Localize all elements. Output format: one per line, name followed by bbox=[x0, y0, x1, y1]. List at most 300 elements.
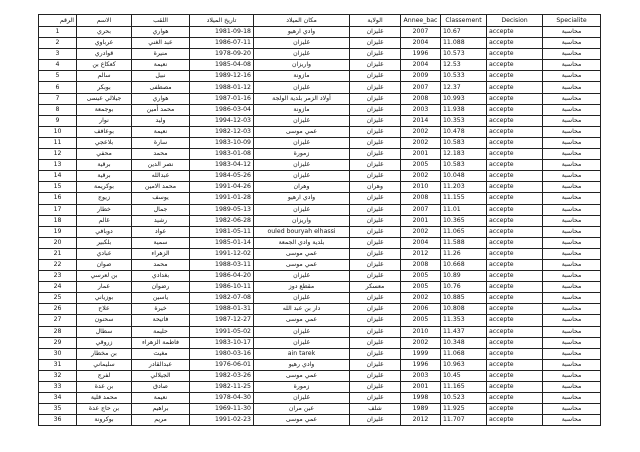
cell-birth-date: 1991-04-26 bbox=[190, 182, 254, 193]
cell-birth-place: مازونة bbox=[254, 104, 350, 115]
cell-specialite: محاسبة bbox=[543, 259, 601, 270]
cell-row-number: 30 bbox=[39, 348, 77, 359]
table-row bbox=[39, 370, 601, 381]
cell-birth-date: 1991-05-02 bbox=[190, 326, 254, 337]
cell-birth-date: 1982-03-26 bbox=[190, 370, 254, 381]
cell-birth-date: 1991-01-28 bbox=[190, 193, 254, 204]
cell-specialite: محاسبة bbox=[543, 293, 601, 304]
cell-last-name: عبدالقادر bbox=[132, 359, 190, 370]
cell-birth-date: 1986-04-20 bbox=[190, 271, 254, 282]
table-row bbox=[39, 282, 601, 293]
cell-row-number: 2 bbox=[39, 38, 77, 49]
results-table bbox=[38, 14, 601, 426]
cell-birth-date: 1976-06-01 bbox=[190, 359, 254, 370]
cell-specialite: محاسبة bbox=[543, 171, 601, 182]
cell-birth-date: 1987-12-27 bbox=[190, 315, 254, 326]
cell-wilaya: غليزان bbox=[350, 304, 401, 315]
cell-last-name: سارة bbox=[132, 137, 190, 148]
cell-annee-bac: 2006 bbox=[401, 304, 441, 315]
cell-last-name: مصطفى bbox=[132, 82, 190, 93]
cell-row-number: 31 bbox=[39, 359, 77, 370]
cell-birth-place: عمي موسى bbox=[254, 315, 350, 326]
table-row bbox=[39, 315, 601, 326]
cell-decision: accepte bbox=[487, 204, 543, 215]
cell-last-name: عبد الغني bbox=[132, 38, 190, 49]
cell-birth-place: ain tarek bbox=[254, 348, 350, 359]
cell-annee-bac: 2004 bbox=[401, 237, 441, 248]
cell-classement: 10.048 bbox=[441, 171, 487, 182]
cell-classement: 10.76 bbox=[441, 282, 487, 293]
cell-last-name: مريم bbox=[132, 415, 190, 426]
cell-first-name: بوكرونة bbox=[77, 415, 132, 426]
cell-last-name: محمد الامين bbox=[132, 182, 190, 193]
cell-wilaya: غليزان bbox=[350, 382, 401, 393]
cell-annee-bac: 2012 bbox=[401, 415, 441, 426]
table-row bbox=[39, 393, 601, 404]
cell-birth-place: عين مران bbox=[254, 404, 350, 415]
cell-first-name: علاح bbox=[77, 304, 132, 315]
cell-specialite: محاسبة bbox=[543, 370, 601, 381]
cell-row-number: 28 bbox=[39, 326, 77, 337]
cell-last-name: الجيلالي bbox=[132, 370, 190, 381]
cell-first-name: صوان bbox=[77, 259, 132, 270]
cell-first-name: بحري bbox=[77, 27, 132, 38]
cell-specialite: محاسبة bbox=[543, 93, 601, 104]
cell-row-number: 25 bbox=[39, 293, 77, 304]
cell-annee-bac: 2002 bbox=[401, 337, 441, 348]
cell-birth-date: 1980-03-16 bbox=[190, 348, 254, 359]
cell-decision: accepte bbox=[487, 393, 543, 404]
cell-classement: 11.437 bbox=[441, 326, 487, 337]
cell-row-number: 12 bbox=[39, 149, 77, 160]
cell-row-number: 29 bbox=[39, 337, 77, 348]
table-row bbox=[39, 27, 601, 38]
cell-decision: accepte bbox=[487, 404, 543, 415]
cell-birth-place: غليزان bbox=[254, 38, 350, 49]
cell-row-number: 26 bbox=[39, 304, 77, 315]
cell-first-name: عرباوي bbox=[77, 38, 132, 49]
table-body bbox=[39, 27, 601, 426]
cell-first-name: قوادري bbox=[77, 49, 132, 60]
cell-birth-place: عمي موسى bbox=[254, 370, 350, 381]
table-row bbox=[39, 115, 601, 126]
cell-row-number: 3 bbox=[39, 49, 77, 60]
cell-annee-bac: 2003 bbox=[401, 370, 441, 381]
cell-last-name: وليد bbox=[132, 115, 190, 126]
cell-decision: accepte bbox=[487, 38, 543, 49]
cell-last-name: خيرة bbox=[132, 304, 190, 315]
cell-birth-place: عمي موسى bbox=[254, 126, 350, 137]
cell-annee-bac: 2002 bbox=[401, 137, 441, 148]
cell-wilaya: غليزان bbox=[350, 248, 401, 259]
cell-birth-date: 1983-10-09 bbox=[190, 137, 254, 148]
cell-classement: 11.925 bbox=[441, 404, 487, 415]
cell-decision: accepte bbox=[487, 348, 543, 359]
cell-decision: accepte bbox=[487, 171, 543, 182]
cell-last-name: نصر الدين bbox=[132, 160, 190, 171]
cell-birth-place: أولاد الزمر بلدية الولجة bbox=[254, 93, 350, 104]
cell-last-name: صادق bbox=[132, 382, 190, 393]
cell-birth-place: غليزان bbox=[254, 337, 350, 348]
cell-wilaya: غليزان bbox=[350, 415, 401, 426]
cell-specialite: محاسبة bbox=[543, 137, 601, 148]
table-row bbox=[39, 137, 601, 148]
cell-wilaya: غليزان bbox=[350, 82, 401, 93]
cell-classement: 10.668 bbox=[441, 259, 487, 270]
cell-first-name: كعكاع بن bbox=[77, 60, 132, 71]
cell-birth-place: عمي موسى bbox=[254, 415, 350, 426]
cell-wilaya: غليزان bbox=[350, 115, 401, 126]
cell-specialite: محاسبة bbox=[543, 60, 601, 71]
cell-row-number: 32 bbox=[39, 370, 77, 381]
cell-birth-place: دار بن عبد الله bbox=[254, 304, 350, 315]
cell-birth-date: 1986-03-04 bbox=[190, 104, 254, 115]
cell-last-name: عبدالله bbox=[132, 171, 190, 182]
cell-row-number: 8 bbox=[39, 104, 77, 115]
cell-birth-place: غليزان bbox=[254, 171, 350, 182]
cell-decision: accepte bbox=[487, 160, 543, 171]
cell-specialite: محاسبة bbox=[543, 226, 601, 237]
cell-specialite: محاسبة bbox=[543, 393, 601, 404]
cell-decision: accepte bbox=[487, 315, 543, 326]
cell-specialite: محاسبة bbox=[543, 404, 601, 415]
cell-annee-bac: 2001 bbox=[401, 215, 441, 226]
cell-row-number: 33 bbox=[39, 382, 77, 393]
cell-birth-date: 1986-07-11 bbox=[190, 38, 254, 49]
cell-classement: 11.26 bbox=[441, 248, 487, 259]
cell-annee-bac: 2005 bbox=[401, 315, 441, 326]
table-row bbox=[39, 271, 601, 282]
cell-wilaya: غليزان bbox=[350, 171, 401, 182]
cell-decision: accepte bbox=[487, 337, 543, 348]
cell-decision: accepte bbox=[487, 382, 543, 393]
cell-annee-bac: 2002 bbox=[401, 226, 441, 237]
col-header-birth-place: مكان الميلاد bbox=[254, 15, 350, 27]
cell-row-number: 11 bbox=[39, 137, 77, 148]
cell-annee-bac: 2005 bbox=[401, 160, 441, 171]
cell-first-name: زيوج bbox=[77, 193, 132, 204]
table-row bbox=[39, 415, 601, 426]
cell-birth-date: 1982-11-25 bbox=[190, 382, 254, 393]
cell-wilaya: غليزان bbox=[350, 393, 401, 404]
cell-birth-place: غليزان bbox=[254, 393, 350, 404]
cell-specialite: محاسبة bbox=[543, 315, 601, 326]
cell-annee-bac: 2008 bbox=[401, 93, 441, 104]
cell-row-number: 20 bbox=[39, 237, 77, 248]
cell-birth-place: غليزان bbox=[254, 326, 350, 337]
table-row bbox=[39, 149, 601, 160]
cell-decision: accepte bbox=[487, 193, 543, 204]
col-header-birth-date: تاريخ الميلاد bbox=[190, 15, 254, 27]
cell-annee-bac: 1989 bbox=[401, 404, 441, 415]
table-row bbox=[39, 82, 601, 93]
cell-wilaya: غليزان bbox=[350, 71, 401, 82]
cell-last-name: محمد أمين bbox=[132, 104, 190, 115]
cell-first-name: بوعافف bbox=[77, 126, 132, 137]
cell-birth-place: وادي ارهيو bbox=[254, 27, 350, 38]
cell-birth-date: 1985-04-08 bbox=[190, 60, 254, 71]
cell-decision: accepte bbox=[487, 182, 543, 193]
cell-classement: 10.993 bbox=[441, 93, 487, 104]
cell-classement: 11.01 bbox=[441, 204, 487, 215]
cell-wilaya: غليزان bbox=[350, 293, 401, 304]
table-row bbox=[39, 49, 601, 60]
cell-specialite: محاسبة bbox=[543, 49, 601, 60]
cell-wilaya: غليزان bbox=[350, 326, 401, 337]
table-row bbox=[39, 337, 601, 348]
table-row bbox=[39, 193, 601, 204]
cell-first-name: بوزياني bbox=[77, 293, 132, 304]
cell-first-name: زروقي bbox=[77, 337, 132, 348]
cell-birth-place: وهران bbox=[254, 182, 350, 193]
cell-annee-bac: 2002 bbox=[401, 171, 441, 182]
cell-decision: accepte bbox=[487, 93, 543, 104]
cell-classement: 11.088 bbox=[441, 38, 487, 49]
cell-classement: 10.45 bbox=[441, 370, 487, 381]
cell-last-name: نبيل bbox=[132, 71, 190, 82]
cell-row-number: 17 bbox=[39, 204, 77, 215]
cell-wilaya: غليزان bbox=[350, 348, 401, 359]
cell-classement: 10.963 bbox=[441, 359, 487, 370]
cell-wilaya: غليزان bbox=[350, 193, 401, 204]
cell-decision: accepte bbox=[487, 27, 543, 38]
table-row bbox=[39, 38, 601, 49]
cell-annee-bac: 2005 bbox=[401, 271, 441, 282]
cell-classement: 11.938 bbox=[441, 104, 487, 115]
cell-classement: 11.155 bbox=[441, 193, 487, 204]
cell-birth-place: وادي رهيو bbox=[254, 359, 350, 370]
cell-classement: 10.808 bbox=[441, 304, 487, 315]
cell-decision: accepte bbox=[487, 126, 543, 137]
cell-decision: accepte bbox=[487, 304, 543, 315]
cell-decision: accepte bbox=[487, 149, 543, 160]
cell-wilaya: غليزان bbox=[350, 38, 401, 49]
cell-classement: 11.203 bbox=[441, 182, 487, 193]
cell-wilaya: غليزان bbox=[350, 271, 401, 282]
cell-first-name: بوكريمة bbox=[77, 182, 132, 193]
cell-classement: 10.67 bbox=[441, 27, 487, 38]
cell-wilaya: غليزان bbox=[350, 160, 401, 171]
cell-decision: accepte bbox=[487, 415, 543, 426]
table-row bbox=[39, 160, 601, 171]
col-header-wilaya: الولاية bbox=[350, 15, 401, 27]
cell-wilaya: غليزان bbox=[350, 149, 401, 160]
cell-row-number: 9 bbox=[39, 115, 77, 126]
cell-specialite: محاسبة bbox=[543, 126, 601, 137]
cell-specialite: محاسبة bbox=[543, 282, 601, 293]
cell-specialite: محاسبة bbox=[543, 415, 601, 426]
cell-birth-place: مازونة bbox=[254, 71, 350, 82]
cell-birth-date: 1983-01-08 bbox=[190, 149, 254, 160]
cell-annee-bac: 2012 bbox=[401, 248, 441, 259]
cell-first-name: سليماني bbox=[77, 359, 132, 370]
cell-specialite: محاسبة bbox=[543, 237, 601, 248]
cell-birth-place: غليزان bbox=[254, 49, 350, 60]
cell-birth-date: 1991-02-23 bbox=[190, 415, 254, 426]
cell-wilaya: غليزان bbox=[350, 137, 401, 148]
cell-row-number: 36 bbox=[39, 415, 77, 426]
cell-row-number: 6 bbox=[39, 82, 77, 93]
cell-first-name: بلاعجي bbox=[77, 137, 132, 148]
cell-wilaya: غليزان bbox=[350, 359, 401, 370]
cell-classement: 10.478 bbox=[441, 126, 487, 137]
spreadsheet bbox=[38, 14, 600, 426]
cell-wilaya: غليزان bbox=[350, 259, 401, 270]
cell-annee-bac: 2009 bbox=[401, 71, 441, 82]
cell-annee-bac: 2002 bbox=[401, 126, 441, 137]
cell-birth-place: بلدية وادي الجمعة bbox=[254, 237, 350, 248]
cell-specialite: محاسبة bbox=[543, 182, 601, 193]
table-row bbox=[39, 204, 601, 215]
cell-last-name: جمال bbox=[132, 204, 190, 215]
cell-last-name: الزهراء bbox=[132, 248, 190, 259]
cell-wilaya: غليزان bbox=[350, 93, 401, 104]
cell-decision: accepte bbox=[487, 248, 543, 259]
cell-annee-bac: 2008 bbox=[401, 193, 441, 204]
cell-annee-bac: 1996 bbox=[401, 49, 441, 60]
cell-classement: 10.353 bbox=[441, 115, 487, 126]
cell-birth-date: 1988-03-11 bbox=[190, 259, 254, 270]
cell-wilaya: غليزان bbox=[350, 237, 401, 248]
cell-row-number: 24 bbox=[39, 282, 77, 293]
cell-birth-place: غليزان bbox=[254, 82, 350, 93]
cell-specialite: محاسبة bbox=[543, 382, 601, 393]
cell-classement: 11.065 bbox=[441, 226, 487, 237]
cell-first-name: برقية bbox=[77, 171, 132, 182]
table-row bbox=[39, 348, 601, 359]
table-row bbox=[39, 226, 601, 237]
cell-annee-bac: 1998 bbox=[401, 393, 441, 404]
cell-last-name: نعيمة bbox=[132, 126, 190, 137]
cell-annee-bac: 2008 bbox=[401, 259, 441, 270]
cell-birth-date: 1994-12-03 bbox=[190, 115, 254, 126]
cell-last-name: محمد bbox=[132, 149, 190, 160]
cell-last-name: منيرة bbox=[132, 49, 190, 60]
cell-row-number: 21 bbox=[39, 248, 77, 259]
col-header-classement: Classement bbox=[441, 15, 487, 27]
cell-first-name: سالم bbox=[77, 71, 132, 82]
cell-birth-place: واريزان bbox=[254, 215, 350, 226]
table-row bbox=[39, 104, 601, 115]
cell-birth-date: 1982-12-03 bbox=[190, 126, 254, 137]
table-row bbox=[39, 293, 601, 304]
table-row bbox=[39, 248, 601, 259]
table-row bbox=[39, 215, 601, 226]
cell-annee-bac: 2010 bbox=[401, 326, 441, 337]
cell-last-name: يوسف bbox=[132, 193, 190, 204]
table-row bbox=[39, 359, 601, 370]
cell-birth-date: 1981-09-18 bbox=[190, 27, 254, 38]
table-row bbox=[39, 304, 601, 315]
cell-decision: accepte bbox=[487, 271, 543, 282]
cell-birth-date: 1985-01-14 bbox=[190, 237, 254, 248]
cell-specialite: محاسبة bbox=[543, 215, 601, 226]
cell-annee-bac: 1996 bbox=[401, 359, 441, 370]
cell-classement: 10.523 bbox=[441, 393, 487, 404]
cell-wilaya: غليزان bbox=[350, 370, 401, 381]
cell-birth-date: 1984-05-26 bbox=[190, 171, 254, 182]
cell-first-name: بلكبير bbox=[77, 237, 132, 248]
cell-row-number: 35 bbox=[39, 404, 77, 415]
cell-birth-date: 1969-11-30 bbox=[190, 404, 254, 415]
cell-classement: 12.53 bbox=[441, 60, 487, 71]
cell-first-name: بن عدة bbox=[77, 382, 132, 393]
cell-specialite: محاسبة bbox=[543, 27, 601, 38]
cell-birth-date: 1988-01-12 bbox=[190, 82, 254, 93]
cell-first-name: عبادي bbox=[77, 248, 132, 259]
cell-specialite: محاسبة bbox=[543, 149, 601, 160]
cell-classement: 10.583 bbox=[441, 160, 487, 171]
cell-decision: accepte bbox=[487, 137, 543, 148]
cell-classement: 10.365 bbox=[441, 215, 487, 226]
col-header-specialite: Specialite bbox=[543, 15, 601, 27]
cell-specialite: محاسبة bbox=[543, 337, 601, 348]
cell-birth-place: غليزان bbox=[254, 160, 350, 171]
cell-classement: 10.348 bbox=[441, 337, 487, 348]
cell-birth-date: 1983-04-12 bbox=[190, 160, 254, 171]
cell-wilaya: غليزان bbox=[350, 27, 401, 38]
col-header-decision: Decision bbox=[487, 15, 543, 27]
cell-classement: 12.37 bbox=[441, 82, 487, 93]
cell-classement: 11.707 bbox=[441, 415, 487, 426]
cell-last-name: محمد bbox=[132, 259, 190, 270]
cell-row-number: 5 bbox=[39, 71, 77, 82]
cell-wilaya: غليزان bbox=[350, 126, 401, 137]
cell-birth-place: غليزان bbox=[254, 204, 350, 215]
cell-birth-date: 1983-10-17 bbox=[190, 337, 254, 348]
table-row bbox=[39, 259, 601, 270]
cell-birth-date: 1981-05-11 bbox=[190, 226, 254, 237]
cell-decision: accepte bbox=[487, 370, 543, 381]
col-header-number: الرقم bbox=[39, 15, 77, 27]
cell-specialite: محاسبة bbox=[543, 204, 601, 215]
cell-annee-bac: 2001 bbox=[401, 382, 441, 393]
cell-decision: accepte bbox=[487, 215, 543, 226]
cell-specialite: محاسبة bbox=[543, 359, 601, 370]
header-row bbox=[39, 15, 601, 27]
cell-specialite: محاسبة bbox=[543, 71, 601, 82]
table-row bbox=[39, 93, 601, 104]
cell-classement: 11.588 bbox=[441, 237, 487, 248]
cell-first-name: دوبافي bbox=[77, 226, 132, 237]
cell-birth-date: 1982-06-28 bbox=[190, 215, 254, 226]
cell-row-number: 13 bbox=[39, 160, 77, 171]
cell-last-name: ياسين bbox=[132, 293, 190, 304]
cell-specialite: محاسبة bbox=[543, 304, 601, 315]
cell-birth-place: عمي موسى bbox=[254, 248, 350, 259]
cell-birth-place: وادي ارهيو bbox=[254, 193, 350, 204]
cell-annee-bac: 2005 bbox=[401, 282, 441, 293]
cell-specialite: محاسبة bbox=[543, 160, 601, 171]
cell-last-name: مغيث bbox=[132, 348, 190, 359]
cell-last-name: حليمة bbox=[132, 326, 190, 337]
cell-last-name: بغدادي bbox=[132, 271, 190, 282]
cell-decision: accepte bbox=[487, 49, 543, 60]
table-row bbox=[39, 404, 601, 415]
cell-first-name: محفي bbox=[77, 149, 132, 160]
cell-wilaya: غليزان bbox=[350, 215, 401, 226]
cell-classement: 10.573 bbox=[441, 49, 487, 60]
cell-last-name: هواري bbox=[132, 93, 190, 104]
cell-last-name: نعيمة bbox=[132, 393, 190, 404]
cell-birth-date: 1988-01-31 bbox=[190, 304, 254, 315]
table-row bbox=[39, 71, 601, 82]
cell-first-name: بن لعرسي bbox=[77, 271, 132, 282]
cell-annee-bac: 2007 bbox=[401, 204, 441, 215]
table-row bbox=[39, 126, 601, 137]
cell-row-number: 27 bbox=[39, 315, 77, 326]
cell-decision: accepte bbox=[487, 71, 543, 82]
